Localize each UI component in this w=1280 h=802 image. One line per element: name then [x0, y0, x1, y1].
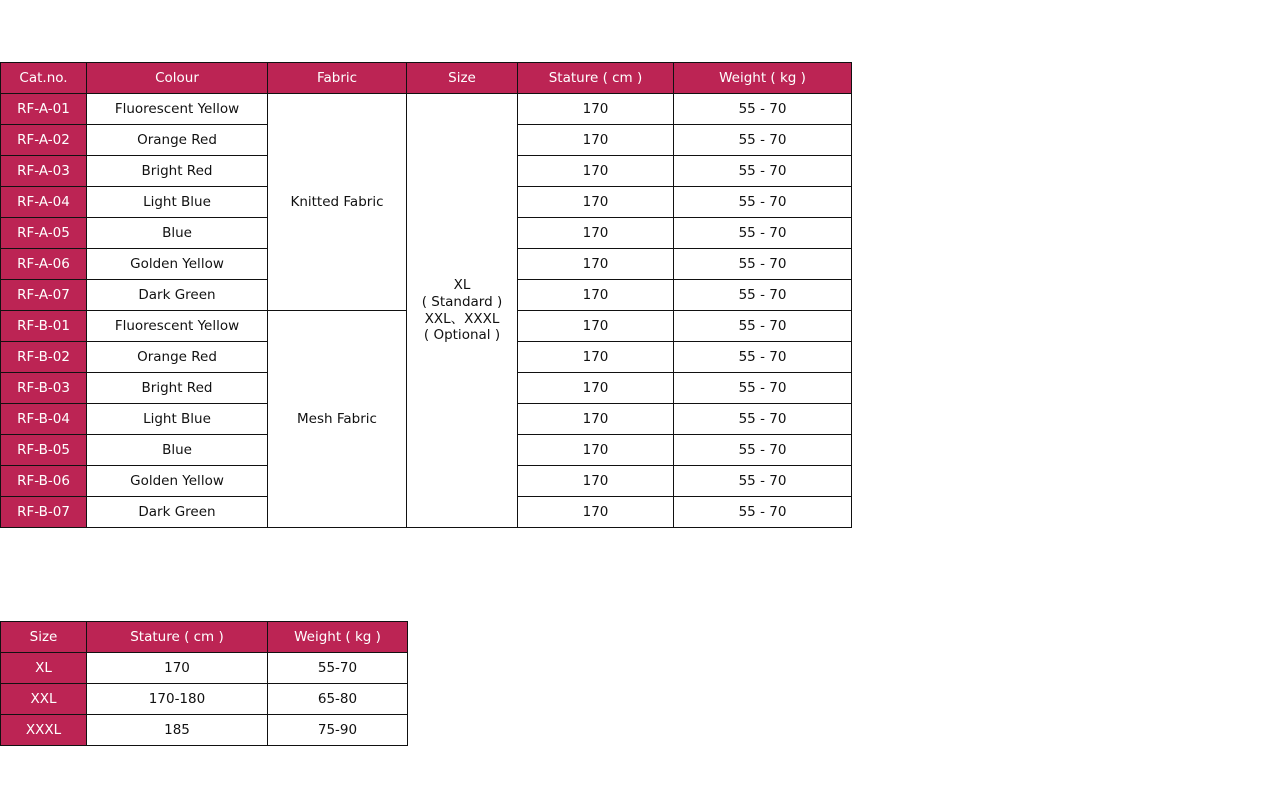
stature-cell: 170: [518, 94, 674, 125]
weight-cell: 55 - 70: [674, 435, 852, 466]
weight-cell: 65-80: [268, 684, 408, 715]
cat-no-cell: RF-B-06: [1, 466, 87, 497]
cat-no-cell: RF-A-02: [1, 125, 87, 156]
header-size: Size: [1, 622, 87, 653]
weight-cell: 55 - 70: [674, 156, 852, 187]
colour-cell: Orange Red: [87, 125, 268, 156]
product-spec-table: [0, 62, 852, 528]
header-size: Size: [407, 63, 518, 94]
colour-cell: Blue: [87, 218, 268, 249]
header-row: [1, 63, 852, 94]
stature-cell: 170: [518, 156, 674, 187]
size-line: XL: [453, 276, 471, 293]
table-row: [1, 653, 408, 684]
cat-no-cell: RF-A-01: [1, 94, 87, 125]
header-colour: Colour: [87, 63, 268, 94]
size-label-cell: XXL: [1, 684, 87, 715]
colour-cell: Dark Green: [87, 280, 268, 311]
stature-cell: 170: [518, 497, 674, 528]
stature-cell: 170: [518, 373, 674, 404]
weight-cell: 55 - 70: [674, 373, 852, 404]
size-label-cell: XXXL: [1, 715, 87, 746]
size-line: XXL、XXXL: [424, 310, 500, 327]
weight-cell: 55-70: [268, 653, 408, 684]
weight-cell: 55 - 70: [674, 218, 852, 249]
colour-cell: Bright Red: [87, 373, 268, 404]
table-row: [1, 684, 408, 715]
stature-cell: 170: [518, 404, 674, 435]
colour-cell: Orange Red: [87, 342, 268, 373]
fabric-cell-mesh: Mesh Fabric: [268, 311, 407, 528]
header-stature: Stature ( cm ): [518, 63, 674, 94]
stature-cell: 170: [518, 249, 674, 280]
header-weight: Weight ( kg ): [268, 622, 408, 653]
size-line: ( Standard ): [421, 293, 503, 310]
colour-cell: Bright Red: [87, 156, 268, 187]
weight-cell: 55 - 70: [674, 280, 852, 311]
colour-cell: Golden Yellow: [87, 466, 268, 497]
weight-cell: 55 - 70: [674, 249, 852, 280]
stature-cell: 170: [518, 342, 674, 373]
table-row: [1, 715, 408, 746]
stature-cell: 185: [87, 715, 268, 746]
stature-cell: 170: [518, 125, 674, 156]
fabric-cell-knitted: Knitted Fabric: [268, 94, 407, 311]
stature-cell: 170-180: [87, 684, 268, 715]
weight-cell: 55 - 70: [674, 311, 852, 342]
weight-cell: 55 - 70: [674, 94, 852, 125]
table-row: [1, 94, 852, 125]
size-chart-table: [0, 621, 408, 746]
stature-cell: 170: [518, 187, 674, 218]
header-stature: Stature ( cm ): [87, 622, 268, 653]
cat-no-cell: RF-A-05: [1, 218, 87, 249]
cat-no-cell: RF-A-07: [1, 280, 87, 311]
size-line: ( Optional ): [423, 327, 501, 344]
cat-no-cell: RF-B-04: [1, 404, 87, 435]
cat-no-cell: RF-A-03: [1, 156, 87, 187]
colour-cell: Light Blue: [87, 187, 268, 218]
header-fabric: Fabric: [268, 63, 407, 94]
colour-cell: Fluorescent Yellow: [87, 94, 268, 125]
weight-cell: 55 - 70: [674, 187, 852, 218]
stature-cell: 170: [518, 280, 674, 311]
stature-cell: 170: [518, 311, 674, 342]
stature-cell: 170: [518, 435, 674, 466]
weight-cell: 55 - 70: [674, 497, 852, 528]
header-weight: Weight ( kg ): [674, 63, 852, 94]
header-cat-no: Cat.no.: [1, 63, 87, 94]
colour-cell: Fluorescent Yellow: [87, 311, 268, 342]
stature-cell: 170: [518, 466, 674, 497]
cat-no-cell: RF-B-01: [1, 311, 87, 342]
weight-cell: 55 - 70: [674, 466, 852, 497]
weight-cell: 55 - 70: [674, 125, 852, 156]
weight-cell: 55 - 70: [674, 404, 852, 435]
size-cell: [407, 94, 518, 528]
cat-no-cell: RF-A-06: [1, 249, 87, 280]
cat-no-cell: RF-A-04: [1, 187, 87, 218]
cat-no-cell: RF-B-03: [1, 373, 87, 404]
colour-cell: Blue: [87, 435, 268, 466]
colour-cell: Dark Green: [87, 497, 268, 528]
colour-cell: Light Blue: [87, 404, 268, 435]
weight-cell: 55 - 70: [674, 342, 852, 373]
cat-no-cell: RF-B-02: [1, 342, 87, 373]
stature-cell: 170: [87, 653, 268, 684]
cat-no-cell: RF-B-05: [1, 435, 87, 466]
header-row: [1, 622, 408, 653]
size-label-cell: XL: [1, 653, 87, 684]
stature-cell: 170: [518, 218, 674, 249]
colour-cell: Golden Yellow: [87, 249, 268, 280]
cat-no-cell: RF-B-07: [1, 497, 87, 528]
weight-cell: 75-90: [268, 715, 408, 746]
